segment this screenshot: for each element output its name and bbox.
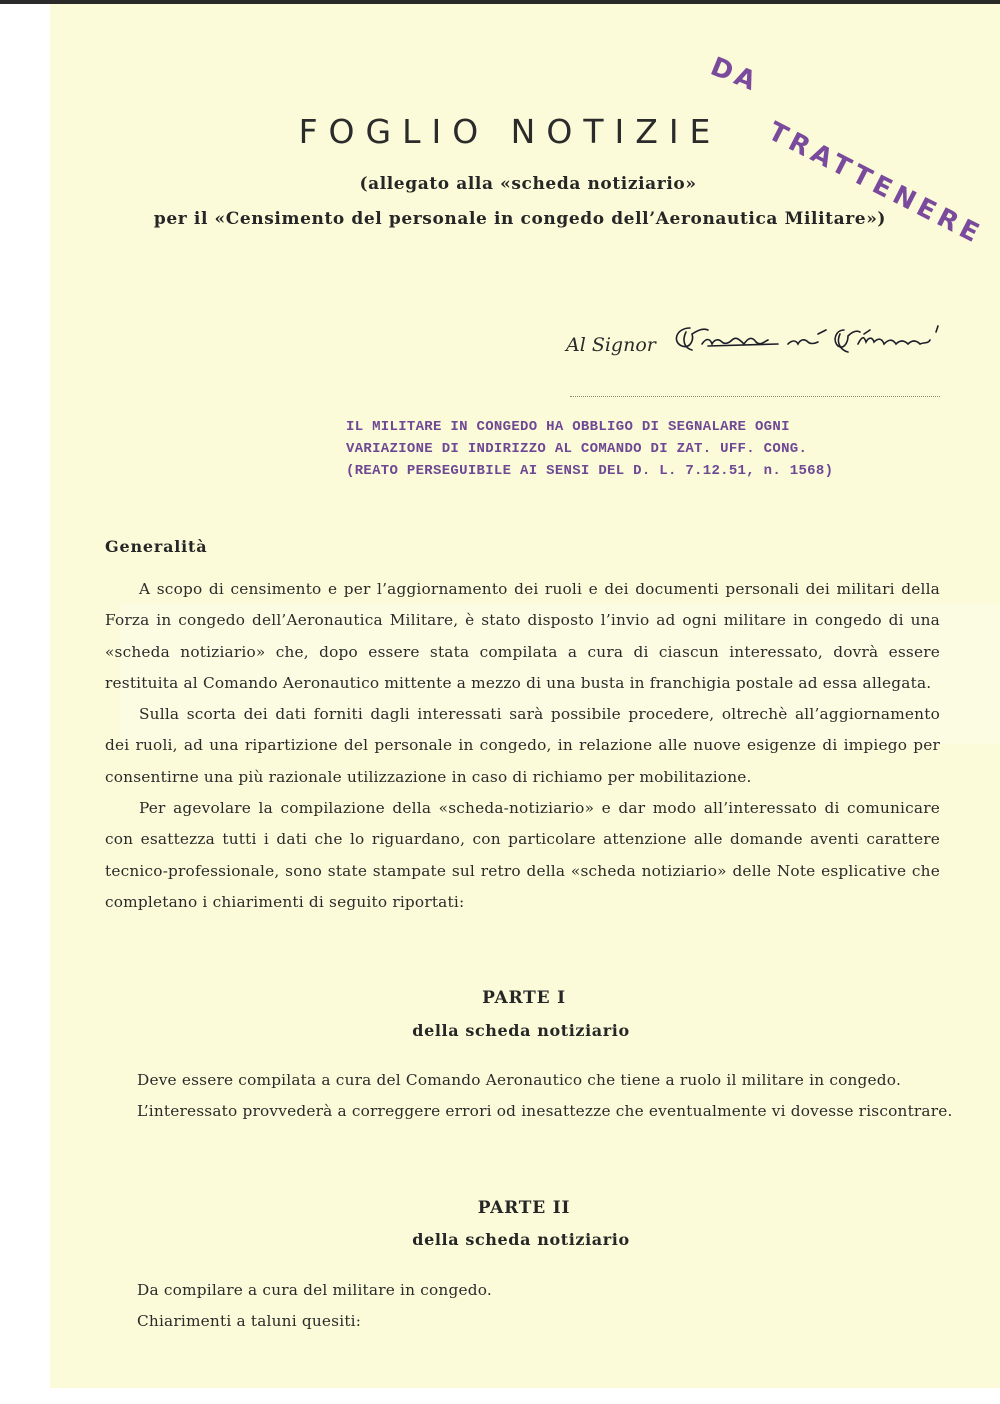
paragraph: A scopo di censimento e per l’aggiornamento dei ruoli e dei documenti personali dei militari della Forza in congedo dell’Aeronautica Militare, è stato disposto l’invio ad ogni militare in congedo di una «scheda notiziario» che, dopo essere stata compilata a cura di ciascun interessato, dovrà essere restituita al Comando Aeronautico mittente a mezzo di una busta in franchigia postale ad essa allegata. bbox=[105, 580, 940, 692]
notice-line-2: VARIAZIONE DI INDIRIZZO AL COMANDO DI ZAT. UFF. CONG. bbox=[346, 441, 808, 457]
stamp-word-trattenere: TRATTENERE bbox=[763, 116, 988, 251]
section-heading-generalita: Generalità bbox=[105, 537, 208, 556]
notice-line-3: (REATO PERSEGUIBILE AI SENSI DEL D. L. 7.12.51, n. 1568) bbox=[346, 463, 834, 479]
part-2-title: PARTE II bbox=[477, 1198, 571, 1218]
recipient-block bbox=[566, 322, 958, 356]
document-title: FOGLIO NOTIZIE bbox=[298, 112, 722, 151]
subtitle-line-2: per il «Censimento del personale in congedo dell’Aeronautica Militare») bbox=[153, 209, 887, 229]
stamp-word-da: DA bbox=[706, 51, 764, 99]
body-paragraphs bbox=[105, 574, 940, 918]
recipient-address-line bbox=[570, 396, 940, 397]
part-2-line-2: Chiarimenti a taluni quesiti: bbox=[137, 1312, 362, 1330]
recipient-handwritten-name bbox=[668, 322, 958, 356]
part-2-line-1: Da compilare a cura del militare in congedo. bbox=[137, 1281, 492, 1299]
part-1-line-2: L’interessato provvederà a correggere errori od inesattezze che eventualmente vi dovesse riscontrare. bbox=[137, 1102, 953, 1120]
part-1-title: PARTE I bbox=[482, 988, 566, 1008]
part-1-subtitle: della scheda notiziario bbox=[412, 1021, 630, 1040]
recipient-label: Al Signor bbox=[566, 334, 656, 356]
paragraph: Per agevolare la compilazione della «scheda-notiziario» e dar modo all’interessato di comunicare con esattezza tutti i dati che lo riguardano, con particolare attenzione alle domande aventi carattere tecnico-professionale, sono state stampate sul retro della «scheda notiziario» delle Note esplicative che completano i chiarimenti di seguito riportati: bbox=[105, 799, 940, 911]
part-2-subtitle: della scheda notiziario bbox=[412, 1230, 630, 1249]
paragraph: Sulla scorta dei dati forniti dagli interessati sarà possibile procedere, oltrechè all’aggiornamento dei ruoli, ad una ripartizione del personale in congedo, in relazione alle nuove esigenze di impiego per consentirne una più razionale utilizzazione in caso di richiamo per mobilitazione. bbox=[105, 705, 940, 786]
address-change-notice-stamp bbox=[346, 416, 946, 482]
notice-line-1: IL MILITARE IN CONGEDO HA OBBLIGO DI SEGNALARE OGNI bbox=[346, 419, 790, 435]
subtitle-line-1: (allegato alla «scheda notiziario» bbox=[359, 174, 697, 194]
part-1-line-1: Deve essere compilata a cura del Comando Aeronautico che tiene a ruolo il militare in congedo. bbox=[137, 1071, 902, 1089]
